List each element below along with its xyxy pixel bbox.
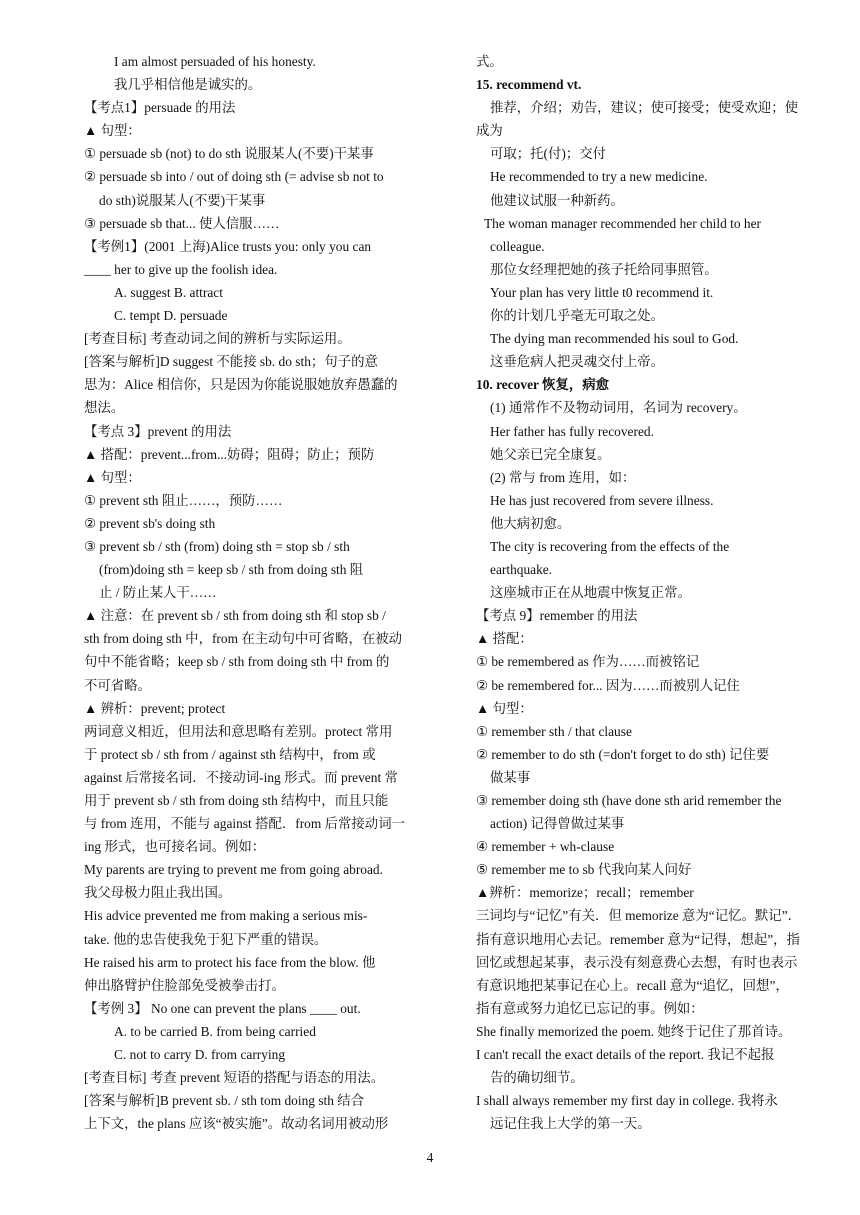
right-column-line: 告的确切细节。 [490, 1070, 584, 1086]
left-column-line: ③ persuade sb that... 使人信服…… [84, 215, 280, 231]
left-column-line: 两词意义相近，但用法和意思略有差别。protect 常用 [84, 723, 393, 739]
right-column-line: 这垂危病人把灵魂交付上帝。 [490, 354, 665, 370]
right-column-line: ② remember to do sth (=don't forget to do sth) 记住要 [476, 746, 770, 762]
left-column-line: ▲ 句型： [84, 469, 141, 485]
left-column-line: 止 / 防止某人干…… [99, 585, 217, 601]
right-column-line: 那位女经理把她的孩子托给同事照管。 [490, 261, 718, 277]
left-column-line: ② persuade sb into / out of doing sth (= advise sb not to [84, 169, 384, 185]
left-column-line: A. to be carried B. from being carried [114, 1023, 316, 1039]
left-column-line: I am almost persuaded of his honesty. [114, 54, 316, 69]
left-column-line: 【考点1】persuade 的用法 [84, 100, 236, 116]
right-column-line: (2) 常与 from 连用，如： [490, 469, 636, 485]
right-column-line: 回忆或想起某事，表示没有刻意费心去想，有时也表示 [476, 954, 798, 970]
left-column-line: His advice prevented me from making a serious mis- [84, 908, 368, 924]
right-column [476, 50, 838, 1135]
right-column-line: 三词均与“记忆”有关．但 memorize 意为“记忆。默记”． [476, 908, 802, 924]
right-column-line: 这座城市正在从地震中恢复正常。 [490, 585, 691, 601]
right-column-line: Your plan has very little t0 recommend it. [490, 284, 714, 300]
right-column-line: 15. recommend vt. [476, 77, 582, 93]
left-column-line: ② prevent sb's doing sth [84, 515, 216, 531]
left-column-line: sth from doing sth 中，from 在主动句中可省略，在被动 [84, 631, 403, 647]
left-column-line: My parents are trying to prevent me from going abroad. [84, 862, 383, 878]
right-column-line: 她父亲已完全康复。 [490, 446, 611, 462]
right-column-line: She finally memorized the poem. 她终于记住了那首诗。 [476, 1023, 792, 1039]
right-column-line: ▲辨析：memorize；recall；remember [476, 885, 694, 901]
left-column-line: C. not to carry D. from carrying [114, 1047, 286, 1063]
left-column-line: [答案与解析]D suggest 不能接 sb. do sth；句子的意 [84, 354, 378, 370]
left-column-line: (from)doing sth = keep sb / sth from doing sth 阻 [99, 562, 364, 578]
left-column-line: ▲ 注意：在 prevent sb / sth from doing sth 和 stop sb / [84, 608, 386, 624]
right-column-line: 指有意或努力追忆已忘记的事。例如： [476, 1000, 704, 1016]
left-column-line: 【考例 3】 No one can prevent the plans ____ out. [84, 1000, 361, 1016]
right-column-line: The city is recovering from the effects of the [490, 538, 730, 554]
left-column-line: 句中不能省略；keep sb / sth from doing sth 中 from 的 [84, 654, 390, 670]
left-column-line: 用于 prevent sb / sth from doing sth 结构中，而且只能 [84, 793, 389, 808]
left-column-line: ing 形式，也可接名词。例如： [84, 839, 266, 855]
left-column-line: 我父母极力阻止我出国。 [84, 885, 232, 901]
right-column-line: 做某事 [490, 769, 531, 785]
right-column-line: ⑤ remember me to sb 代我向某人问好 [476, 862, 692, 878]
left-column-line: [考查目标] 考查 prevent 短语的搭配与语态的用法。 [84, 1070, 385, 1086]
right-column-line: colleague. [490, 238, 545, 254]
left-column-line: 于 protect sb / sth from / against sth 结构中，from 或 [84, 746, 376, 762]
right-column-line: I shall always remember my first day in college. 我将永 [476, 1093, 778, 1109]
left-column-line: ▲ 辨析：prevent; protect [84, 700, 226, 716]
left-column-line: A. suggest B. attract [114, 284, 223, 300]
left-column-line: 不可省略。 [84, 677, 151, 693]
right-column-line: 指有意识地用心去记。remember 意为“记得，想起”，指 [476, 931, 800, 947]
left-column-line: 与 from 连用，不能与 against 搭配．from 后常接动词一 [84, 816, 405, 832]
right-column-line: ③ remember doing sth (have done sth arid remember the [476, 793, 782, 808]
left-column-line: [答案与解析]B prevent sb. / sth tom doing sth 结合 [84, 1093, 365, 1109]
right-column-line: 可取；托(付)；交付 [490, 146, 607, 162]
left-column-line: 【考例1】(2001 上海)Alice trusts you: only you can [84, 238, 372, 254]
left-column-line: 思为：Alice 相信你，只是因为你能说服她放弃愚蠢的 [84, 377, 398, 393]
right-column-line: 他大病初愈。 [490, 515, 571, 531]
right-column-line: Her father has fully recovered. [490, 423, 654, 439]
left-column-line: [考查目标] 考查动词之间的辨析与实际运用。 [84, 331, 351, 347]
left-column-line: He raised his arm to protect his face from the blow. 他 [84, 954, 376, 970]
left-column-line: do sth)说服某人(不要)干某事 [99, 192, 266, 208]
left-column-line: 上下文，the plans 应该“被实施”。故动名词用被动形 [84, 1116, 389, 1132]
right-column-line: 推荐，介绍；劝告，建议；使可接受；使受欢迎；使 [490, 100, 798, 116]
right-column-line: He recommended to try a new medicine. [490, 169, 708, 185]
page-number: 4 [426, 1150, 434, 1165]
right-column-line: (1) 通常作不及物动词用，名词为 recovery。 [490, 400, 747, 416]
left-column-line: C. tempt D. persuade [114, 308, 228, 324]
right-column-line: 10. recover 恢复，病愈 [476, 377, 610, 393]
right-column-line: 成为 [476, 123, 503, 139]
right-column-line: The dying man recommended his soul to God. [490, 331, 739, 347]
right-column-line: ▲ 句型： [476, 700, 533, 716]
left-column-line: ① prevent sth 阻止……，预防…… [84, 492, 283, 508]
right-column-line: 他建议试服一种新药。 [490, 192, 624, 208]
right-column-line: action) 记得曾做过某事 [490, 816, 625, 832]
right-column-line: 式。 [476, 54, 503, 69]
left-column-line: 想法。 [84, 400, 125, 416]
left-column-line: ③ prevent sb / sth (from) doing sth = stop sb / sth [84, 538, 350, 554]
right-column-line: 【考点 9】remember 的用法 [476, 608, 638, 624]
right-column-line: earthquake. [490, 562, 553, 578]
left-column [84, 50, 442, 1135]
left-column-line: ____ her to give up the foolish idea. [84, 261, 278, 277]
right-column-line: ▲ 搭配： [476, 631, 533, 647]
right-column-line: 远记住我上大学的第一天。 [490, 1116, 651, 1132]
right-column-line: ① be remembered as 作为……而被铭记 [476, 654, 700, 670]
left-column-line: against 后常接名词．不接动词-ing 形式。而 prevent 常 [84, 769, 398, 785]
right-column-line: ② be remembered for... 因为……而被别人记住 [476, 677, 740, 693]
left-column-line: take. 他的忠告使我免于犯下严重的错误。 [84, 931, 328, 947]
left-column-line: ① persuade sb (not) to do sth 说服某人(不要)干某事 [84, 146, 374, 162]
right-column-line: I can't recall the exact details of the report. 我记不起报 [476, 1047, 775, 1063]
left-column-line: 伸出胳臂护住脸部免受被拳击打。 [84, 977, 285, 993]
left-column-line: 【考点 3】prevent 的用法 [84, 423, 232, 439]
left-column-line: 我几乎相信他是诚实的。 [114, 77, 262, 93]
right-column-line: The woman manager recommended her child to her [484, 215, 761, 231]
left-column-line: ▲ 句型： [84, 123, 141, 139]
left-column-line: ▲ 搭配：prevent...from...妨碍；阻碍；防止；预防 [84, 446, 375, 462]
right-column-line: He has just recovered from severe illness. [490, 492, 714, 508]
right-column-line: ① remember sth / that clause [476, 723, 632, 739]
right-column-line: 你的计划几乎毫无可取之处。 [490, 308, 665, 324]
right-column-line: 有意识地把某事记在心上。recall 意为“追忆，回想”， [476, 977, 789, 993]
right-column-line: ④ remember + wh-clause [476, 839, 615, 855]
